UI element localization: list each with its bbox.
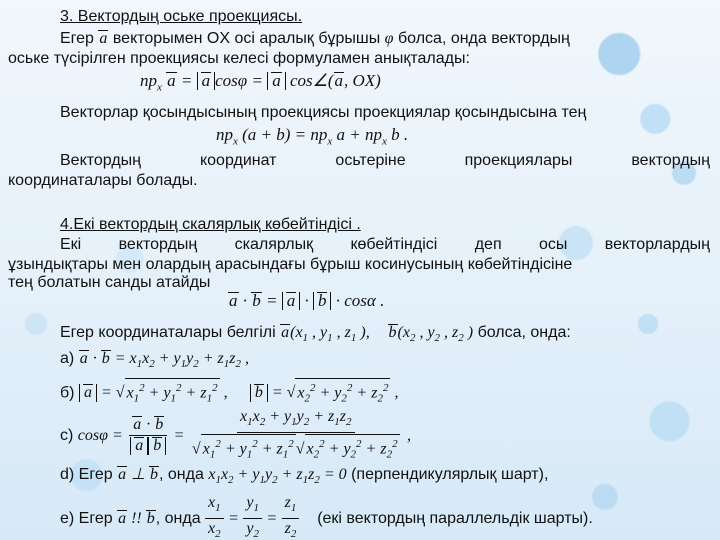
item-d: d) Егер a ⊥ b, онда $x_1x_2 + y_1y_2 + z_1z_2 = 0$ (перпендикулярлық шарт), <box>60 466 549 487</box>
s4-paragraph-1-line1: Екі вектордың скалярлық көбейтіндісі деп осы векторлардың <box>60 236 710 253</box>
s4-coords-line: Егер координаталары белгілі $a(x_1$ , $y_1$ , $z_1$ ), $b(x_2$ , $y_2$ , $z_2$ ) болса, онда: <box>60 324 571 345</box>
s3-paragraph-1-line2: оське түсірілген проекциясы келесі формуламен анықталады: <box>8 50 470 67</box>
s3-paragraph-2: Векторлар қосындысының проекциясы проекциялар қосындысына тең <box>60 104 587 121</box>
s3-paragraph-3-line2: координаталары болады. <box>8 172 198 189</box>
item-e: е) Егер a !! b, онда $\frac{x_1}{x_2}$ = $\frac{y_1}{y_2}$ = $\frac{z_1}{z_2}$ (екі вектордың параллельдік шарты). <box>60 494 593 540</box>
formula-scalar-product: a · b = a · b · cosα . <box>229 291 385 310</box>
formula-sum-projection: $np_x$ $(a + b) = np_x$ $a + np_x$ b . <box>216 125 409 148</box>
section-3-title: 3. Вектордың оське проекциясы. <box>60 8 303 25</box>
item-c: с) cosφ = $\frac{a \cdot b}{\text{a b}}$ = $\frac{x_1x_2 + y_1y_2 + z_1z_2}{√ x_1^2 + y_1^2 + z_1^2 √ x_2^2 + y_2^2 + z_2^2}$ , <box>60 408 411 464</box>
s3-paragraph-3-line1: Вектордың координат осьтеріне проекциялары вектордың <box>60 152 710 169</box>
item-a: а) $a \cdot b = x_1x_2 + y_1y_2 + z_1z_2$ , <box>60 350 249 371</box>
s4-paragraph-1-line2: ұзындықтары мен олардың арасындағы бұрыш косинусының көбейтіндісіне <box>8 256 573 273</box>
s3-paragraph-1-line1: Егер a векторымен OX осі аралық бұрышы φ болса, онда вектордың <box>60 30 570 47</box>
section-4-title: 4.Екі вектордың скалярлық көбейтіндісі . <box>60 216 361 233</box>
s4-paragraph-1-line3: тең болатын санды атайды <box>8 274 211 291</box>
formula-projection: $np_x$ a = a cosφ = a cos∠(a, OX) <box>140 71 381 94</box>
item-b: б) a = √ $x_1^2 + y_1^2 + z_1^2$ , b = √ $x_2^2 + y_2^2 + z_2^2$ , <box>60 378 398 408</box>
